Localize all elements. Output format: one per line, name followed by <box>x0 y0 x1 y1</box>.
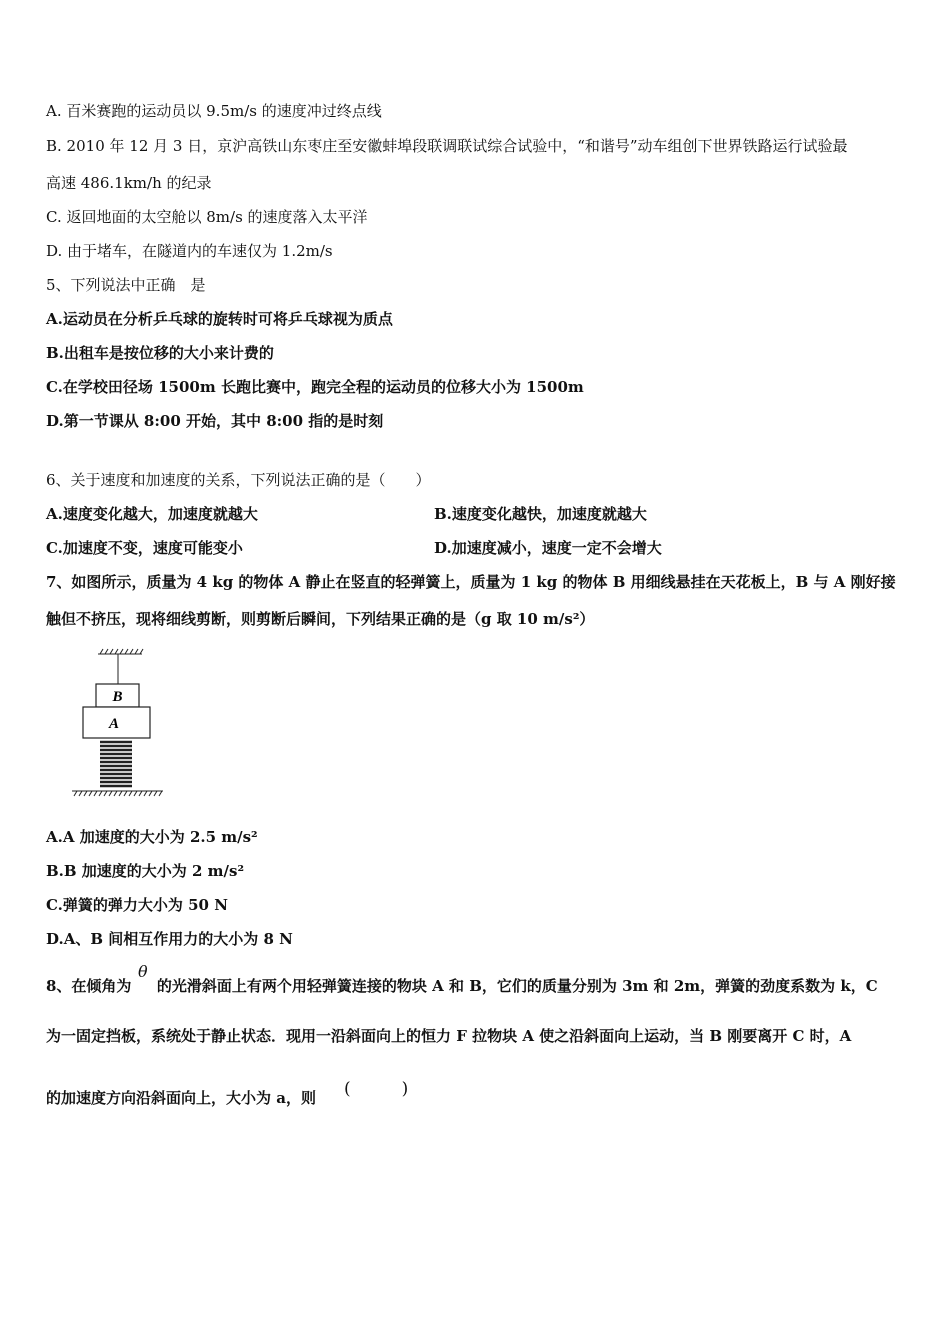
q6-option-d: D.加速度减小，速度一定不会增大 <box>434 539 662 557</box>
q4-option-b-continued: 高速 486.1km/h 的纪录 <box>46 174 212 192</box>
q4-option-a: A. 百米赛跑的运动员以 9.5m/s 的速度冲过终点线 <box>46 102 382 120</box>
q6-stem: 6、关于速度和加速度的关系，下列说法正确的是（ ） <box>46 471 431 489</box>
q6-option-b: B.速度变化越快，加速度就越大 <box>434 505 647 523</box>
q4-option-b: B. 2010 年 12 月 3 日，京沪高铁山东枣庄至安徽蚌埠段联调联试综合试验中，“和谐号”动车组创下世界铁路运行试验最 <box>46 137 848 155</box>
q6-option-c: C.加速度不变，速度可能变小 <box>46 539 243 557</box>
q7-option-a: A.A 加速度的大小为 2.5 m/s² <box>46 828 258 846</box>
q5-stem: 5、下列说法中正确 是 <box>46 276 206 294</box>
q7-option-d: D.A、B 间相互作用力的大小为 8 N <box>46 930 293 948</box>
q5-option-c: C.在学校田径场 1500m 长跑比赛中，跑完全程的运动员的位移大小为 1500m <box>46 378 584 396</box>
q6-option-a: A.速度变化越大，加速度就越大 <box>46 505 258 523</box>
q8-answer-parens: ( ) <box>344 1079 409 1099</box>
q8-line3: 的加速度方向沿斜面向上，大小为 a，则 <box>46 1089 316 1107</box>
q8-line1: 8、在倾角为 的光滑斜面上有两个用轻弹簧连接的物块 A 和 B，它们的质量分别为 3m 和 2m，弹簧的劲度系数为 k，C <box>46 977 878 995</box>
q7-stem-line1: 7、如图所示，质量为 4 kg 的物体 A 静止在竖直的轻弹簧上，质量为 1 kg 的物体 B 用细线悬挂在天花板上，B 与 A 刚好接 <box>46 573 896 591</box>
block-a-label: A <box>108 716 120 732</box>
block-b-label: B <box>112 689 123 705</box>
q5-option-a: A.运动员在分析乒乓球的旋转时可将乒乓球视为质点 <box>46 310 393 328</box>
q5-option-b: B.出租车是按位移的大小来计费的 <box>46 344 274 362</box>
spring <box>100 742 132 786</box>
q4-option-c: C. 返回地面的太空舱以 8m/s 的速度落入太平洋 <box>46 208 368 226</box>
q7-option-b: B.B 加速度的大小为 2 m/s² <box>46 862 245 880</box>
q7-spring-figure <box>68 648 168 800</box>
ground <box>72 791 163 796</box>
q7-stem-line2: 触但不挤压，现将细线剪断，则剪断后瞬间，下列结果正确的是（g 取 10 m/s²） <box>46 610 595 628</box>
theta-symbol: θ <box>138 962 148 981</box>
q8-line2: 为一固定挡板，系统处于静止状态．现用一沿斜面向上的恒力 F 拉物块 A 使之沿斜面向上运动，当 B 刚要离开 C 时，A <box>46 1027 852 1045</box>
ceiling-support <box>98 649 143 654</box>
q5-option-d: D.第一节课从 8:00 开始，其中 8:00 指的是时刻 <box>46 412 384 430</box>
q7-option-c: C.弹簧的弹力大小为 50 N <box>46 896 228 914</box>
q4-option-d: D. 由于堵车，在隧道内的车速仅为 1.2m/s <box>46 242 333 260</box>
